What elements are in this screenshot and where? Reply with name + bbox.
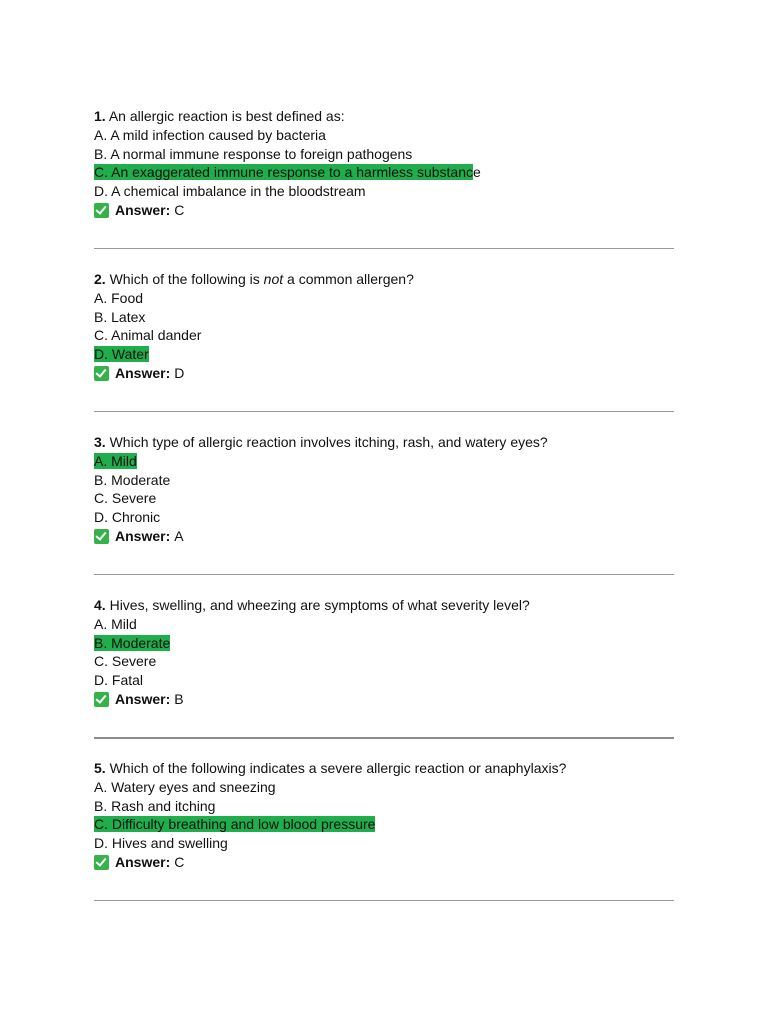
answer-label: Answer:	[115, 853, 171, 870]
option-c: C. Severe	[94, 490, 157, 507]
option-b: B. Latex	[94, 308, 146, 325]
option-c-rest: e	[472, 164, 481, 181]
answer-value: B	[174, 690, 184, 707]
option-d: D. Chronic	[94, 509, 161, 526]
option-b-highlight: B. Moderate	[94, 634, 171, 651]
option-b	[94, 634, 674, 653]
check-mark-icon	[94, 692, 109, 707]
divider	[94, 574, 674, 575]
answer-value: C	[174, 853, 185, 870]
option-a: A. Mild	[94, 615, 137, 632]
answer-label: Answer:	[115, 527, 171, 544]
answer-line	[94, 853, 674, 872]
question-5	[94, 759, 674, 922]
quiz-document	[94, 107, 674, 922]
option-d: D. Hives and swelling	[94, 835, 228, 852]
question-number: 2.	[94, 271, 106, 287]
option-d	[94, 345, 674, 364]
option-c	[94, 815, 674, 834]
question-prompt: An allergic reaction is best defined as:	[108, 108, 345, 124]
question-2	[94, 270, 674, 433]
option-c	[94, 163, 674, 182]
question-text	[94, 107, 674, 126]
check-mark-icon	[94, 203, 109, 218]
option-d-highlight: D. Water	[94, 346, 149, 363]
option-d: D. Fatal	[94, 672, 144, 689]
option-b: B. A normal immune response to foreign pathogens	[94, 145, 413, 162]
option-c: C. Severe	[94, 653, 157, 670]
answer-label: Answer:	[115, 364, 171, 381]
answer-value: C	[174, 201, 185, 218]
option-a: A. A mild infection caused by bacteria	[94, 126, 326, 143]
answer-value: D	[174, 364, 185, 381]
option-d: D. A chemical imbalance in the bloodstream	[94, 183, 366, 200]
divider	[94, 411, 674, 412]
question-1	[94, 107, 674, 270]
divider	[94, 248, 674, 249]
question-prompt-emphasis: not	[263, 271, 284, 287]
option-a-highlight: A. Mild	[94, 452, 137, 469]
answer-label: Answer:	[115, 690, 171, 707]
question-prompt-start: Which of the following is	[109, 271, 264, 287]
option-c: C. Animal dander	[94, 327, 202, 344]
answer-line	[94, 364, 674, 383]
option-c-highlight: C. An exaggerated immune response to a harmless substanc	[94, 164, 473, 181]
divider	[94, 737, 674, 739]
question-4	[94, 596, 674, 759]
question-prompt: Hives, swelling, and wheezing are symptoms of what severity level?	[109, 597, 530, 613]
question-text	[94, 759, 674, 778]
question-prompt-end: a common allergen?	[283, 271, 414, 287]
option-b: B. Rash and itching	[94, 797, 216, 814]
question-3	[94, 433, 674, 596]
answer-value: A	[174, 527, 184, 544]
question-prompt: Which of the following indicates a severe allergic reaction or anaphylaxis?	[109, 760, 567, 776]
divider	[94, 900, 674, 901]
question-number: 5.	[94, 760, 106, 776]
answer-line	[94, 201, 674, 220]
question-number: 3.	[94, 434, 106, 450]
question-prompt: Which type of allergic reaction involves itching, rash, and watery eyes?	[109, 434, 548, 450]
answer-line	[94, 527, 674, 546]
option-a	[94, 452, 674, 471]
option-b: B. Moderate	[94, 471, 171, 488]
check-mark-icon	[94, 366, 109, 381]
check-mark-icon	[94, 855, 109, 870]
answer-line	[94, 690, 674, 709]
option-a: A. Watery eyes and sneezing	[94, 778, 276, 795]
option-a: A. Food	[94, 289, 144, 306]
option-c-highlight: C. Difficulty breathing and low blood pressure	[94, 816, 376, 833]
question-text	[94, 270, 674, 289]
question-number: 1.	[94, 108, 106, 124]
question-text	[94, 433, 674, 452]
answer-label: Answer:	[115, 201, 171, 218]
question-text	[94, 596, 674, 615]
check-mark-icon	[94, 529, 109, 544]
question-number: 4.	[94, 597, 106, 613]
